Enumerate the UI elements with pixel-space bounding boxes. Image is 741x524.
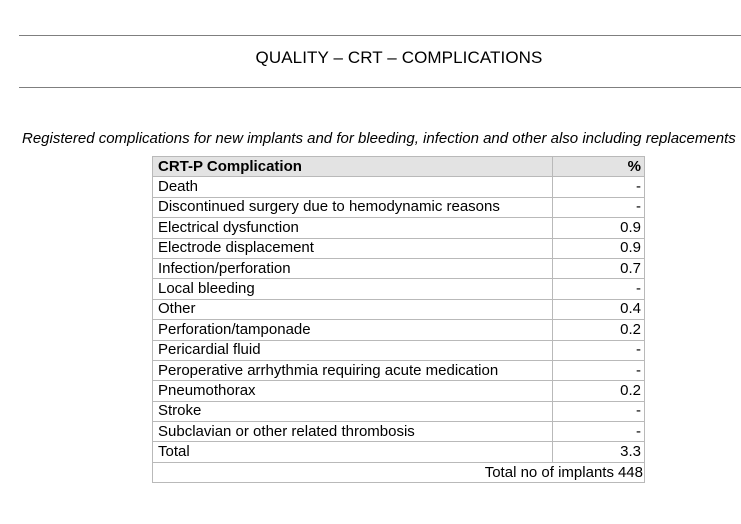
implants-count-label: Total no of implants	[484, 463, 614, 481]
complication-label: Infection/perforation	[153, 258, 553, 278]
table-row	[153, 279, 645, 299]
complication-label: Stroke	[153, 401, 553, 421]
complication-label: Peroperative arrhythmia requiring acute medication	[153, 360, 553, 380]
complication-percent: -	[553, 197, 645, 217]
complication-percent: -	[553, 177, 645, 197]
complication-percent: -	[553, 340, 645, 360]
complication-label: Subclavian or other related thrombosis	[153, 422, 553, 442]
page-title: QUALITY – CRT – COMPLICATIONS	[255, 48, 543, 67]
column-header-complication: CRT-P Complication	[153, 157, 553, 177]
table-row	[153, 197, 645, 217]
complication-percent: 0.9	[553, 238, 645, 258]
table-header-row	[153, 157, 645, 177]
complication-label: Discontinued surgery due to hemodynamic reasons	[153, 197, 553, 217]
implants-count-cell	[153, 462, 645, 482]
column-header-percent: %	[553, 157, 645, 177]
table-row	[153, 422, 645, 442]
complication-percent: 0.2	[553, 381, 645, 401]
complication-label: Electrical dysfunction	[153, 218, 553, 238]
top-rule	[19, 35, 741, 36]
complication-label: Death	[153, 177, 553, 197]
table-row	[153, 258, 645, 278]
table-row	[153, 299, 645, 319]
table-row	[153, 360, 645, 380]
complication-label: Pericardial fluid	[153, 340, 553, 360]
total-percent: 3.3	[553, 442, 645, 462]
complication-percent: -	[553, 422, 645, 442]
table-row	[153, 238, 645, 258]
complication-label: Local bleeding	[153, 279, 553, 299]
table-row	[153, 340, 645, 360]
implants-count-value: 448	[617, 463, 643, 481]
complication-percent: -	[553, 360, 645, 380]
table-caption: Registered complications for new implants and for bleeding, infection and other also including replacements	[22, 130, 736, 147]
total-label: Total	[153, 442, 553, 462]
table-row	[153, 177, 645, 197]
complication-percent: -	[553, 401, 645, 421]
table-row	[153, 218, 645, 238]
complication-label: Other	[153, 299, 553, 319]
complication-percent: -	[553, 279, 645, 299]
complication-percent: 0.7	[553, 258, 645, 278]
table-row	[153, 381, 645, 401]
bottom-rule	[19, 87, 741, 88]
table-row	[153, 401, 645, 421]
complications-table	[152, 156, 645, 483]
complication-percent: 0.4	[553, 299, 645, 319]
total-row	[153, 442, 645, 462]
table-row	[153, 320, 645, 340]
complication-label: Pneumothorax	[153, 381, 553, 401]
complication-label: Perforation/tamponade	[153, 320, 553, 340]
complication-label: Electrode displacement	[153, 238, 553, 258]
implants-count-row	[153, 462, 645, 482]
complication-percent: 0.2	[553, 320, 645, 340]
complication-percent: 0.9	[553, 218, 645, 238]
